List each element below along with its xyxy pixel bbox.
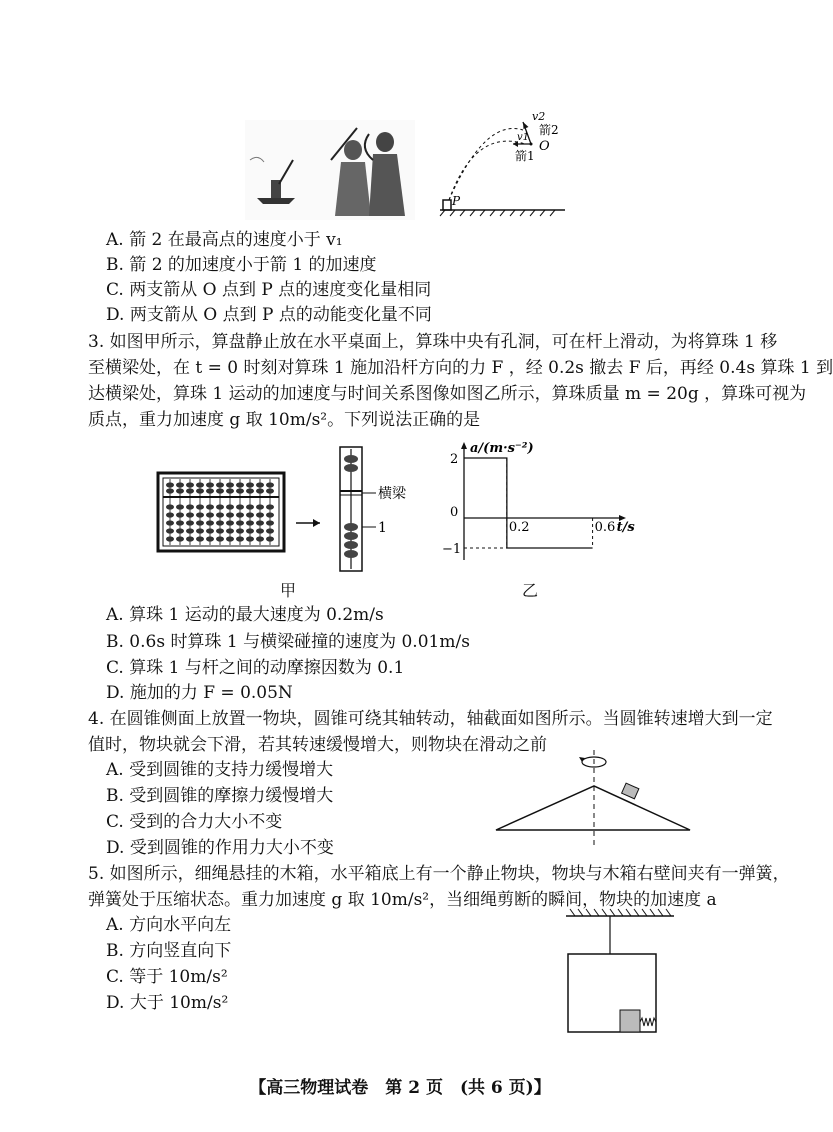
hanging-box-figure — [558, 906, 688, 1036]
q3-option-b: B. 0.6s 时算珠 1 与横梁碰撞的速度为 0.01m/s — [106, 632, 470, 652]
q3-stem-line-3: 达横梁处，算珠 1 运动的加速度与时间关系图像如图乙所示，算珠质量 m = 20g ，算珠可视为 — [88, 384, 807, 404]
abacus-bead — [236, 528, 244, 533]
abacus-bead — [236, 536, 244, 541]
abacus-bead — [166, 520, 174, 525]
tick-y-2: 2 — [450, 452, 459, 467]
abacus-bead — [186, 512, 194, 517]
abacus-bead — [256, 488, 264, 493]
abacus-bead — [226, 536, 234, 541]
abacus-bead — [196, 504, 204, 509]
cone-cross-section-figure — [488, 746, 698, 850]
abacus-bead — [226, 504, 234, 509]
q3-stem-line-2: 至横梁处，在 t = 0 时刻对算珠 1 施加沿杆方向的力 F ，经 0.2s 撤去 F 后，再经 0.4s 算珠 1 到 — [88, 358, 833, 378]
abacus-bead — [236, 488, 244, 493]
fig-yi-caption: 乙 — [522, 581, 539, 600]
abacus-bead — [256, 512, 264, 517]
arrow2-label: 箭2 — [539, 123, 559, 137]
abacus-bead — [196, 482, 204, 487]
y-axis-arrow — [461, 442, 467, 449]
abacus-bead — [206, 520, 214, 525]
abacus-bead — [196, 536, 204, 541]
abacus-bead — [206, 512, 214, 517]
abacus-bead — [256, 482, 264, 487]
abacus-figure — [150, 445, 406, 575]
abacus-bead — [216, 488, 224, 493]
abacus-bead — [216, 512, 224, 517]
q3-option-d: D. 施加的力 F = 0.05N — [106, 683, 293, 703]
q5-option-d: D. 大于 10m/s² — [106, 993, 229, 1013]
q3-stem-line-4: 质点，重力加速度 g 取 10m/s²。下列说法正确的是 — [88, 410, 481, 430]
q4-option-c: C. 受到的合力大小不变 — [106, 812, 283, 832]
fig-jia-caption: 甲 — [280, 581, 297, 600]
abacus-bead — [176, 482, 184, 487]
q5-stem-line-2: 弹簧处于压缩状态。重力加速度 g 取 10m/s²，当细绳剪断的瞬间，物块的加速度 a — [88, 890, 717, 910]
abacus-bead — [246, 488, 254, 493]
q4-option-a: A. 受到圆锥的支持力缓慢增大 — [106, 760, 334, 780]
v1-label: v1 — [517, 132, 530, 143]
y-axis-label: a/(m·s⁻²) — [470, 441, 534, 456]
x-axis-label: t/s — [616, 520, 635, 535]
q3-option-c: C. 算珠 1 与杆之间的动摩擦因数为 0.1 — [106, 658, 405, 678]
abacus-bead — [236, 512, 244, 517]
abacus-bead — [236, 482, 244, 487]
q4-option-b: B. 受到圆锥的摩擦力缓慢增大 — [106, 786, 334, 806]
archery-illustration — [245, 120, 415, 220]
abacus-bead — [266, 482, 274, 487]
abacus-bead — [256, 504, 264, 509]
acceleration-time-chart — [440, 438, 635, 573]
abacus-bead — [266, 512, 274, 517]
tick-x-0.2: 0.2 — [508, 520, 530, 535]
abacus-bead — [196, 488, 204, 493]
abacus-bead — [246, 504, 254, 509]
abacus-bead — [266, 488, 274, 493]
arrow1-label: 箭1 — [515, 149, 535, 163]
q4-stem-line-1: 4. 在圆锥侧面上放置一物块，圆锥可绕其轴转动，轴截面如图所示。当圆锥转速增大到一定 — [88, 709, 773, 729]
abacus-bead — [206, 482, 214, 487]
abacus-bead — [176, 504, 184, 509]
abacus-bead — [186, 482, 194, 487]
q5-stem-line-1: 5. 如图所示，细绳悬挂的木箱，水平箱底上有一个静止物块，物块与木箱右壁间夹有一弹簧， — [88, 864, 790, 884]
abacus-bead — [236, 504, 244, 509]
q4-option-d: D. 受到圆锥的作用力大小不变 — [106, 838, 334, 858]
abacus-bead — [216, 520, 224, 525]
tick-y-neg1: −1 — [442, 542, 462, 557]
q2-option-b: B. 箭 2 的加速度小于箭 1 的加速度 — [106, 255, 377, 275]
abacus-bead — [176, 520, 184, 525]
abacus-bead — [256, 520, 264, 525]
beam-label: 横梁 — [378, 486, 406, 502]
tick-x-0.6: 0.6 — [594, 520, 616, 535]
tick-y-0: 0 — [450, 505, 459, 520]
abacus-bead — [196, 520, 204, 525]
abacus-bead — [216, 504, 224, 509]
abacus-bead — [186, 536, 194, 541]
abacus-bead — [206, 536, 214, 541]
abacus-bead — [266, 520, 274, 525]
abacus-bead — [206, 488, 214, 493]
q4-stem-line-2: 值时，物块就会下滑，若其转速缓慢增大，则物块在滑动之前 — [88, 735, 547, 755]
abacus-bead — [206, 504, 214, 509]
point-o-label: O — [539, 139, 550, 154]
abacus-bead — [176, 528, 184, 533]
page-footer: 【高三物理试卷 第 2 页 (共 6 页)】 — [249, 1078, 551, 1098]
abacus-bead — [256, 536, 264, 541]
abacus-bead — [166, 536, 174, 541]
q2-option-d: D. 两支箭从 O 点到 P 点的动能变化量不同 — [106, 305, 432, 325]
q2-option-c: C. 两支箭从 O 点到 P 点的速度变化量相同 — [106, 280, 432, 300]
q2-option-a: A. 箭 2 在最高点的速度小于 v₁ — [106, 230, 343, 250]
abacus-bead — [206, 528, 214, 533]
q5-option-c: C. 等于 10m/s² — [106, 967, 228, 987]
abacus-bead — [266, 528, 274, 533]
arrow-trajectory-diagram — [435, 108, 575, 220]
abacus-bead — [186, 528, 194, 533]
abacus-bead — [246, 536, 254, 541]
abacus-bead — [226, 512, 234, 517]
bead-1-label: 1 — [378, 520, 387, 536]
abacus-bead — [176, 512, 184, 517]
abacus-bead — [246, 482, 254, 487]
abacus-bead — [256, 528, 264, 533]
abacus-bead — [216, 482, 224, 487]
abacus-bead — [246, 520, 254, 525]
abacus-bead — [226, 528, 234, 533]
abacus-bead — [226, 488, 234, 493]
abacus-bead — [216, 528, 224, 533]
q5-option-b: B. 方向竖直向下 — [106, 941, 232, 961]
abacus-bead — [166, 504, 174, 509]
abacus-bead — [246, 528, 254, 533]
point-p-label: P — [452, 194, 461, 208]
abacus-bead — [236, 520, 244, 525]
abacus-bead — [186, 504, 194, 509]
v2-label: v2 — [532, 110, 546, 123]
abacus-bead — [266, 504, 274, 509]
abacus-bead — [166, 528, 174, 533]
abacus-bead — [166, 512, 174, 517]
abacus-bead — [176, 488, 184, 493]
abacus-bead — [166, 482, 174, 487]
abacus-bead — [196, 528, 204, 533]
abacus-bead — [226, 520, 234, 525]
abacus-bead — [216, 536, 224, 541]
abacus-bead — [266, 536, 274, 541]
abacus-bead — [186, 520, 194, 525]
q3-option-a: A. 算珠 1 运动的最大速度为 0.2m/s — [106, 605, 384, 625]
abacus-bead — [226, 482, 234, 487]
q5-option-a: A. 方向水平向左 — [106, 915, 232, 935]
abacus-bead — [246, 512, 254, 517]
abacus-bead — [176, 536, 184, 541]
q3-stem-line-1: 3. 如图甲所示，算盘静止放在水平桌面上，算珠中央有孔洞，可在杆上滑动，为将算珠 1 移 — [88, 332, 778, 352]
abacus-bead — [196, 512, 204, 517]
abacus-bead — [186, 488, 194, 493]
abacus-bead — [166, 488, 174, 493]
